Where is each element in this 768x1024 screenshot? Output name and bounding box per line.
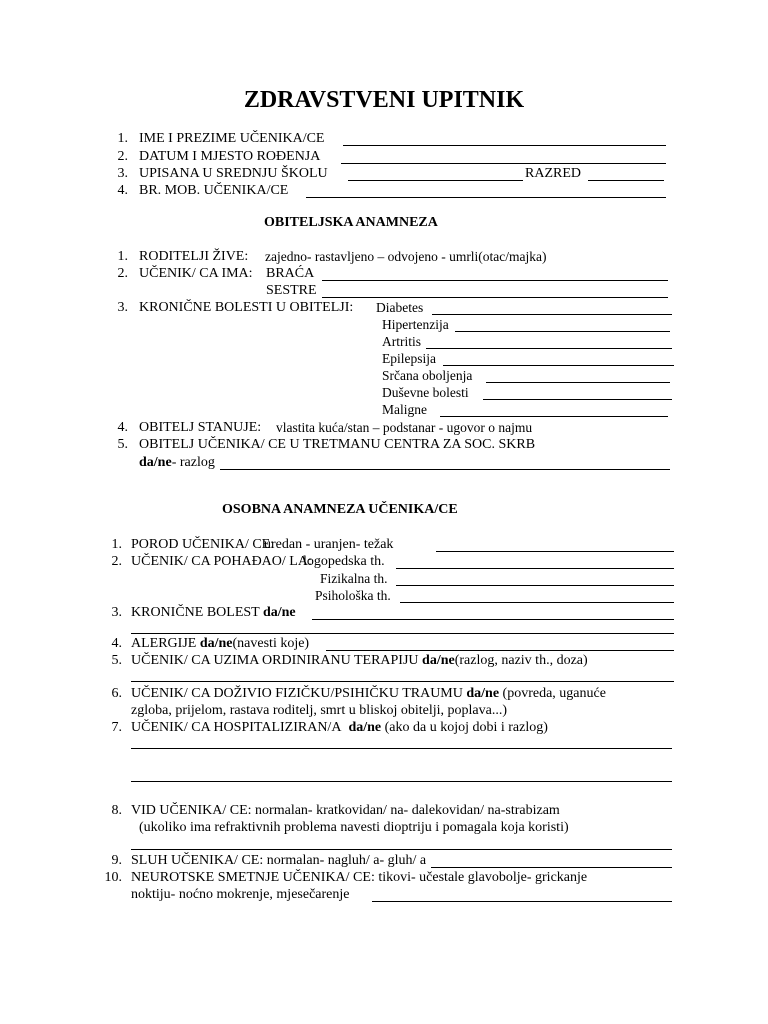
birth-date-place-field[interactable] [341,163,666,164]
page-title: ZDRAVSTVENI UPITNIK [243,87,525,113]
brothers-label: BRAĆA [266,266,315,281]
item-number: 6. [111,686,122,701]
disease-heart: Srčana oboljenja [382,368,473,383]
therapy-attended-label: UČENIK/ CA POHAĐAO/ LA: [131,554,312,569]
social-care-answer [139,455,215,471]
therapy-psychological: Psihološka th. [315,588,391,603]
medication-label-text: UČENIK/ CA UZIMA ORDINIRANU TERAPIJU [131,653,419,668]
item-number: 5. [111,653,122,668]
housing-label: OBITELJ STANUJE: [139,420,262,435]
sisters-label: SESTRE [266,283,317,298]
reason-label: - razlog [171,455,215,470]
hospitalized-label [131,720,548,736]
item-number: 3. [117,166,128,181]
parents-label: RODITELJI ŽIVE: [139,249,249,264]
item-number: 1. [111,537,122,552]
student-name-field[interactable] [343,145,666,146]
vision-field[interactable] [131,849,672,850]
medication-field[interactable] [131,681,674,682]
allergy-hint: (navesti koje) [232,636,310,651]
class-label: RAZRED [525,166,581,181]
birth-date-place-label: DATUM I MJESTO ROĐENJA [139,149,321,164]
disease-hypertension-field[interactable] [455,331,670,332]
yes-no-text: da/ne [348,720,382,735]
item-number: 5. [117,437,128,452]
item-number: 10. [104,870,122,885]
yes-no-text: da/ne [422,653,455,668]
yes-no-text: da/ne [262,605,296,620]
disease-diabetes: Diabetes [376,300,424,315]
disease-epilepsy-field[interactable] [443,365,674,366]
siblings-label: UČENIK/ CA IMA: [139,266,253,281]
therapy-psychological-field[interactable] [400,602,674,603]
therapy-speech-field[interactable] [396,568,674,569]
hospitalized-hint: (ako da u kojoj dobi i razlog) [384,720,548,735]
chronic-field[interactable] [312,619,674,620]
disease-hypertension: Hipertenzija [382,317,449,332]
social-care-label: OBITELJ UČENIKA/ CE U TRETMANU CENTRA ZA SOC. SKRB [139,437,536,452]
disease-malignant: Maligne [382,402,427,417]
school-field[interactable] [348,180,523,181]
trauma-label-text: UČENIK/ CA DOŽIVIO FIZIČKU/PSIHIČKU TRAUMU [131,686,463,701]
class-field[interactable] [588,180,664,181]
disease-diabetes-field[interactable] [432,314,672,315]
therapy-physical-field[interactable] [396,585,674,586]
disease-malignant-field[interactable] [440,416,668,417]
item-number: 1. [117,249,128,264]
hearing-field[interactable] [431,867,672,868]
chronic-family-label: KRONIČNE BOLESTI U OBITELJI: [139,300,354,315]
disease-heart-field[interactable] [486,382,670,383]
neurotic-label-text: NEUROTSKE SMETNJE UČENIKA/ CE: [131,870,375,885]
chronic-field-extra[interactable] [131,633,674,634]
yes-no-text: da/ne [139,455,172,470]
trauma-hint-continued: zgloba, prijelom, rastava roditelj, smrt u bliskoj obitelji, poplava...) [131,703,507,718]
allergy-label-text: ALERGIJE [131,636,197,651]
sisters-field[interactable] [322,297,668,298]
hearing-options: normalan- nagluh/ a- gluh/ a [266,853,427,868]
disease-mental: Duševne bolesti [382,385,469,400]
social-care-reason-field[interactable] [220,469,670,470]
birth-label: POROD UČENIKA/ CE: [131,537,275,552]
item-number: 2. [111,554,122,569]
allergy-field[interactable] [326,650,674,651]
mobile-label: BR. MOB. UČENIKA/CE [139,183,289,198]
item-number: 4. [117,183,128,198]
medication-label [131,653,588,669]
neurotic-options: tikovi- učestale glavobolje- grickanje [378,870,588,885]
item-number: 4. [117,420,128,435]
item-number: 4. [111,636,122,651]
birth-options: uredan - uranjen- težak [264,537,394,552]
yes-no-text: da/ne [199,636,233,651]
birth-field[interactable] [436,551,674,552]
personal-history-heading: OSOBNA ANAMNEZA UČENIKA/CE [222,502,458,517]
brothers-field[interactable] [322,280,668,281]
hospitalized-field[interactable] [131,748,672,749]
medication-hint: (razlog, naziv th., doza) [454,653,588,668]
trauma-label [131,686,606,702]
therapy-speech: logopedska th. [303,554,385,569]
allergy-label [131,636,309,652]
parents-options: zajedno- rastavljeno – odvojeno - umrli(otac/majka) [265,249,547,264]
neurotic-field[interactable] [372,901,672,902]
item-number: 9. [111,853,122,868]
item-number: 2. [117,149,128,164]
vision-options: normalan- kratkovidan/ na- dalekovidan/ na-strabizam [255,803,560,818]
yes-no-text: da/ne [466,686,500,701]
neurotic-options-continued: noktiju- noćno mokrenje, mjesečarenje [131,887,350,902]
trauma-hint: (povreda, uganuće [502,686,606,701]
item-number: 1. [117,131,128,146]
vision-hint: (ukoliko ima refraktivnih problema navesti dioptriju i pomagala koja koristi) [139,820,569,835]
chronic-label-text: KRONIČNE BOLEST [131,605,260,620]
disease-mental-field[interactable] [483,399,672,400]
school-label: UPISANA U SREDNJU ŠKOLU [139,166,328,181]
disease-arthritis-field[interactable] [426,348,672,349]
hospitalized-label-text: UČENIK/ CA HOSPITALIZIRAN/A [131,720,342,735]
neurotic-label [131,870,587,886]
disease-epilepsy: Epilepsija [382,351,436,366]
item-number: 2. [117,266,128,281]
therapy-physical: Fizikalna th. [320,571,388,586]
mobile-field[interactable] [306,197,666,198]
hearing-label-text: SLUH UČENIKA/ CE: [131,853,264,868]
item-number: 8. [111,803,122,818]
item-number: 3. [111,605,122,620]
chronic-label [131,605,296,621]
family-history-heading: OBITELJSKA ANAMNEZA [264,215,438,230]
hearing-label [131,853,426,869]
item-number: 7. [111,720,122,735]
housing-options: vlastita kuća/stan – podstanar - ugovor o najmu [276,420,533,435]
hospitalized-field-extra[interactable] [131,781,672,782]
student-name-label: IME I PREZIME UČENIKA/CE [139,131,325,146]
item-number: 3. [117,300,128,315]
vision-label-text: VID UČENIKA/ CE: [131,803,252,818]
disease-arthritis: Artritis [382,334,421,349]
vision-label [131,803,560,819]
